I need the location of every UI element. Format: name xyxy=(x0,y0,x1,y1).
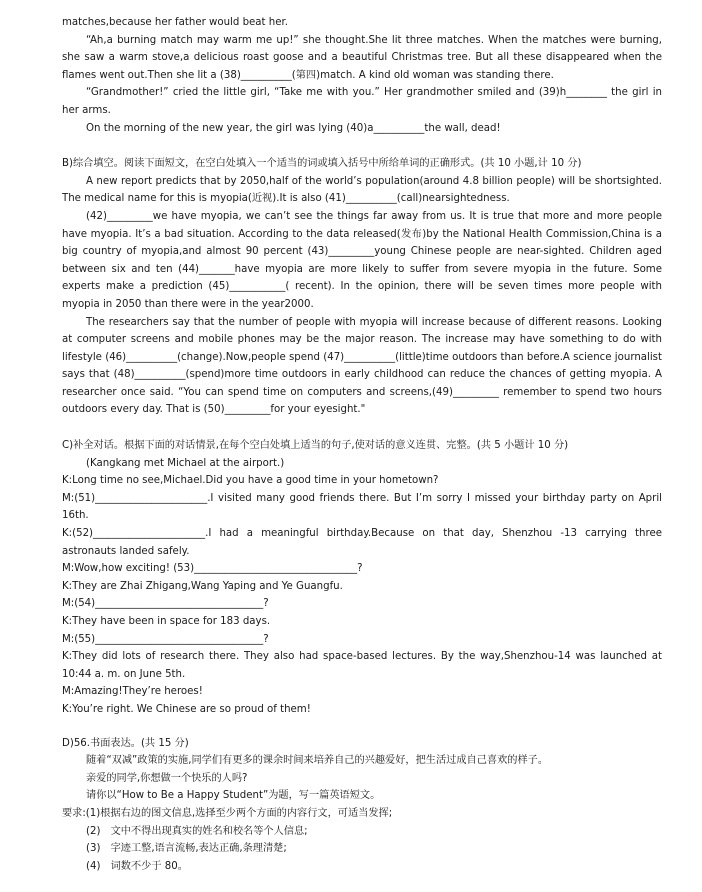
part-a-line-1: matches,because her father would beat her. xyxy=(62,17,288,28)
writing-intro-line: 请你以“How to Be a Happy Student”为题，写一篇英语短文。 xyxy=(86,790,381,802)
part-a-paragraph-4: On the morning of the new year, the girl was lying (40)a__________the wall, dead! xyxy=(86,122,501,134)
dialogue-line: K:(52)______________________.I had a meaningful birthday.Because on that day, Shenzhou -13 carrying three astronauts landed safely. xyxy=(62,528,662,557)
part-a-paragraph-3: “Grandmother!” cried the little girl, “Take me with you.” Her grandmother smiled and (39)h________ the girl in her arms. xyxy=(62,87,662,116)
dialogue-scene: (Kangkang met Michael at the airport.) xyxy=(86,457,285,469)
part-b-paragraph-2: (42)_________we have myopia, we can’t see the things far away from us. It is true that more and more people have myopia. It’s a bad situation. According to the data released(发布)by the National Health Commission,China is a big country of myopia,and almost 90 percent (43)_________young Chinese people are near-sighted. Children aged between six and ten (44)_______have myopia are more likely to suffer from severe myopia in the future. Some experts make a prediction (45)___________( recent). In the opinion, there will be seven times more people with myopia in 2050 than there were in the year2000. xyxy=(62,210,662,310)
part-a-tail xyxy=(62,14,662,137)
part-c-heading: C)补全对话。根据下面的对话情景,在每个空白处填上适当的句子,使对话的意义连贯、完整。(共 5 小题计 10 分) xyxy=(62,440,569,452)
part-a-paragraph-2: “Ah,a burning match may warm me up!” she thought.She lit three matches. When the matches were burning, she saw a warm stove,a delicious roast goose and a beautiful Christmas tree. But all these disappeared when the flames went out.Then she lit a (38)__________(第四)match. A kind old woman was standing there. xyxy=(62,34,662,81)
dialogue-line: K:Long time no see,Michael.Did you have a good time in your hometown? xyxy=(62,475,439,487)
writing-intro-line: 随着“双减”政策的实施,同学们有更多的课余时间来培养自己的兴趣爱好，把生活过成自己喜欢的样子。 xyxy=(86,755,549,767)
part-b-heading: B)综合填空。阅读下面短文，在空白处填入一个适当的词或填入括号中所给单词的正确形式。(共 10 小题,计 10 分) xyxy=(62,158,582,170)
dialogue-line: M:Amazing!They’re heroes! xyxy=(62,686,203,698)
part-b xyxy=(62,155,662,419)
dialogue-line: K:They have been in space for 183 days. xyxy=(62,616,271,627)
dialogue-line: K:You’re right. We Chinese are so proud of them! xyxy=(62,703,311,715)
part-c xyxy=(62,437,662,719)
part-b-paragraph-3: The researchers say that the number of people with myopia will increase because of different reasons. Looking at computer screens and mobile phones may be the major reason. The increase may have something to do with lifestyle (46)__________(change).Now,people spend (47)__________(little)time outdoors than before.A science journalist says that (48)__________(spend)more time outdoors in early childhood can reduce the chances of getting myopia. A researcher once said. “You can spend time on computers and screens,(49)_________ remember to spend two hours outdoors every day. That is (50)_________for your eyesight." xyxy=(62,316,662,416)
part-d xyxy=(62,735,662,876)
writing-requirement: (2) 文中不得出现真实的姓名和校名等个人信息; xyxy=(86,825,308,837)
writing-requirement: (4) 词数不少于 80。 xyxy=(86,860,188,872)
dialogue-line: M:(54)_________________________________? xyxy=(62,598,269,610)
dialogue-line: K:They did lots of research there. They also had space-based lectures. By the way,Shenzhou-14 was launched at 10:44 a. m. on June 5th. xyxy=(62,651,662,680)
part-b-paragraph-1: A new report predicts that by 2050,half of the world’s population(around 4.8 billion people) will be shortsighted. The medical name for this is myopia(近视).It is also (41)__________(call)nearsightedness. xyxy=(62,175,662,205)
dialogue-line: M:(55)_________________________________? xyxy=(62,633,269,645)
dialogue-line: M:(51)______________________.I visited many good friends there. But I’m sorry I missed your birthday party on April 16th. xyxy=(62,492,662,522)
dialogue-line: K:They are Zhai Zhigang,Wang Yaping and Ye Guangfu. xyxy=(62,580,343,592)
part-d-heading: D)56.书面表达。(共 15 分) xyxy=(62,737,189,749)
dialogue-line: M:Wow,how exciting! (53)________________________________? xyxy=(62,563,363,575)
writing-requirement: 要求:(1)根据右边的图文信息,选择至少两个方面的内容行文，可适当发挥; xyxy=(62,807,393,819)
writing-intro-line: 亲爱的同学,你想做一个快乐的人吗? xyxy=(86,772,248,784)
writing-requirement: (3) 字迹工整,语言流畅,表达正确,条理清楚; xyxy=(86,843,287,855)
